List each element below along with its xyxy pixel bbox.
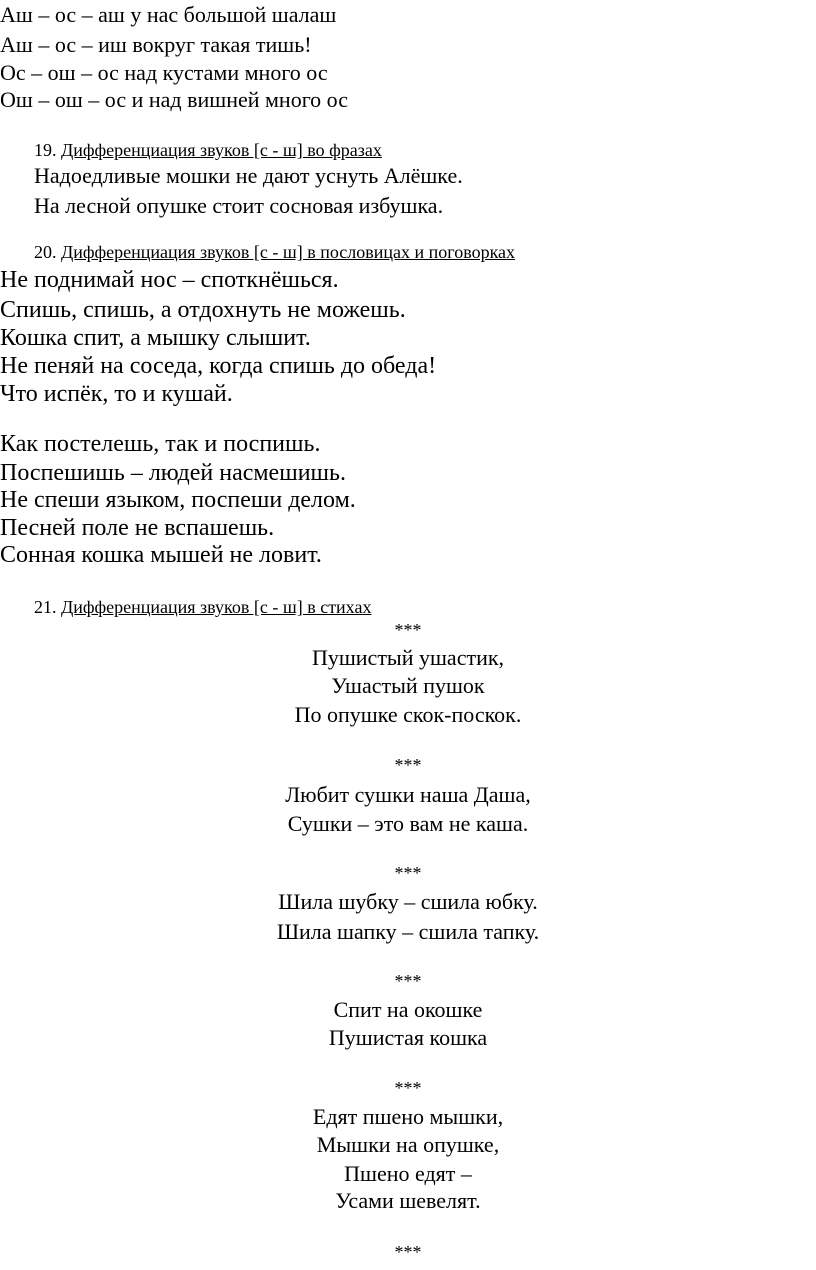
poem-5-line-1: Едят пшено мышки, — [312, 1104, 504, 1129]
section-21-title: Дифференциация звуков [с - ш] в стихах — [61, 597, 372, 617]
poem-2-line-2: Сушки – это вам не каша. — [287, 811, 529, 836]
poem-separator: *** — [394, 863, 422, 883]
section-20-title: Дифференциация звуков [с - ш] в пословицах и поговорках — [61, 242, 516, 262]
proverb-10: Сонная кошка мышей не ловит. — [0, 542, 322, 568]
proverb-4: Не пеняй на соседа, когда спишь до обеда! — [0, 353, 437, 379]
syllable-line-3: Ос – ош – ос над кустами много ос — [0, 60, 328, 85]
poem-3-line-2: Шила шапку – сшила тапку. — [276, 919, 540, 944]
syllable-line-2: Аш – ос – иш вокруг такая тишь! — [0, 32, 312, 57]
poem-separator: *** — [394, 755, 422, 775]
section-20-number: 20. — [34, 242, 57, 262]
poem-1-line-1: Пушистый ушастик, — [311, 645, 505, 670]
poem-4-line-2: Пушистая кошка — [328, 1025, 488, 1050]
proverb-1: Не поднимай нос – споткнёшься. — [0, 267, 339, 293]
proverb-5: Что испёк, то и кушай. — [0, 381, 233, 407]
phrase-1: Надоедливые мошки не дают уснуть Алёшке. — [34, 163, 463, 188]
section-19-number: 19. — [34, 140, 57, 160]
proverb-9: Песней поле не вспашешь. — [0, 515, 275, 541]
section-21-heading — [34, 598, 371, 616]
syllable-line-4: Ош – ош – ос и над вишней много ос — [0, 87, 348, 112]
proverb-2: Спишь, спишь, а отдохнуть не можешь. — [0, 297, 406, 323]
poem-1-line-2: Ушастый пушок — [331, 673, 485, 698]
proverb-8: Не спеши языком, поспеши делом. — [0, 487, 356, 513]
poem-5-line-4: Усами шевелят. — [335, 1188, 481, 1213]
poem-3-line-1: Шила шубку – сшила юбку. — [278, 889, 538, 914]
section-19-title: Дифференциация звуков [с - ш] во фразах — [61, 140, 382, 160]
poem-separator: *** — [394, 1242, 422, 1262]
poem-4-line-1: Спит на окошке — [333, 997, 483, 1022]
section-21-number: 21. — [34, 597, 57, 617]
proverb-3: Кошка спит, а мышку слышит. — [0, 325, 311, 351]
section-19-heading — [34, 141, 382, 159]
poem-separator: *** — [394, 1078, 422, 1098]
syllable-line-1: Аш – ос – аш у нас большой шалаш — [0, 2, 337, 27]
phrase-2: На лесной опушке стоит сосновая избушка. — [34, 193, 444, 218]
poem-5-line-2: Мышки на опушке, — [316, 1132, 500, 1157]
poem-separator: *** — [394, 620, 422, 640]
poem-2-line-1: Любит сушки наша Даша, — [285, 782, 531, 807]
poem-5-line-3: Пшено едят – — [344, 1161, 472, 1186]
section-20-heading — [34, 243, 515, 261]
poem-1-line-3: По опушке скок-поскок. — [294, 702, 522, 727]
proverb-6: Как постелешь, так и поспишь. — [0, 431, 321, 457]
poem-separator: *** — [394, 971, 422, 991]
proverb-7: Поспешишь – людей насмешишь. — [0, 460, 346, 486]
